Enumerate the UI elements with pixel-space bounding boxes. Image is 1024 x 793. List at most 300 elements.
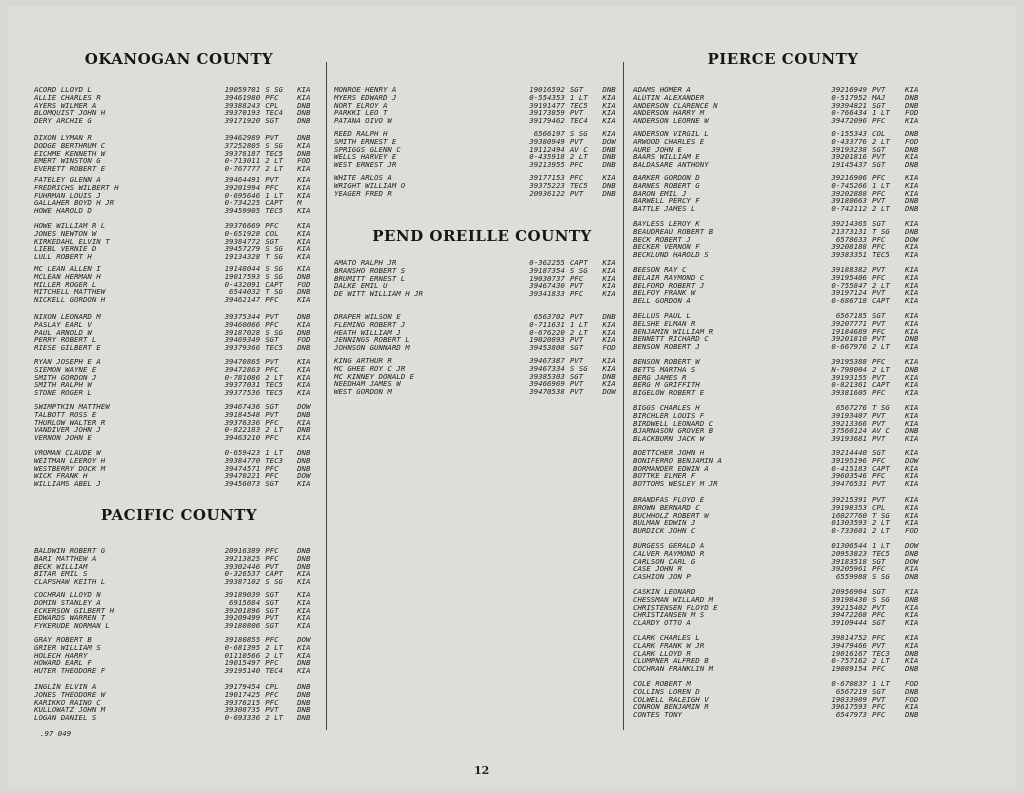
soldier-name: ALLIE CHARLES R (34, 93, 101, 102)
status-code: KIA (297, 295, 311, 305)
soldier-name: GALLAHER BOYD H JR (34, 199, 115, 208)
serial-number: 39461980 (224, 92, 261, 102)
casualty-entry (34, 344, 324, 352)
rank: PFC (265, 697, 279, 707)
soldier-name: BARI MATTHEW A (34, 554, 97, 563)
casualty-entry (34, 288, 324, 296)
status-code: KIA (905, 152, 919, 162)
serial-number: 0-155343 (831, 129, 867, 138)
soldier-name: BARON EMIL J (633, 189, 687, 198)
soldier-name: JONES THEODORE W (34, 690, 106, 699)
casualty-entry (633, 465, 933, 473)
soldier-name: STONE ROGER L (34, 389, 92, 397)
entry-group (34, 176, 324, 215)
status-code: DNB (602, 371, 616, 381)
soldier-name: MITCHELL MATTHEW (34, 288, 106, 297)
serial-number: 39180855 (224, 635, 261, 644)
status-code: KIA (297, 228, 311, 238)
casualty-entry (34, 230, 324, 238)
status-code: KIA (297, 182, 311, 192)
rank: 2 LT (872, 342, 890, 352)
status-code: KIA (602, 289, 616, 299)
soldier-name: PATANA OIVO W (334, 117, 392, 125)
county-heading: OKANOGAN COUNTY (84, 50, 274, 68)
rank: PFC (265, 433, 279, 443)
casualty-entry (34, 109, 324, 117)
status-code: DNB (602, 180, 616, 190)
rank: SGT (872, 311, 886, 320)
status-code: KIA (905, 463, 919, 473)
casualty-entry (633, 412, 933, 420)
status-code: KIA (905, 410, 919, 420)
casualty-entry (633, 680, 933, 688)
serial-number: 19017593 (224, 271, 261, 281)
soldier-name: CLARK FRANK W JR (633, 641, 705, 650)
rank: TEC5 (265, 148, 283, 158)
county-heading: PIERCE COUNTY (707, 50, 859, 68)
rank: PVT (569, 379, 584, 389)
status-code: DNB (297, 658, 311, 668)
casualty-entry (633, 86, 933, 94)
status-code: KIA (905, 518, 919, 528)
soldier-name: GRIER WILLIAM S (34, 643, 101, 652)
serial-number: 6567219 (835, 686, 867, 696)
serial-number: 6559988 (835, 572, 867, 582)
soldier-name: COCHRAN FRANKLIN M (633, 665, 714, 673)
rank: PFC (872, 242, 886, 252)
status-code: KIA (905, 342, 919, 352)
status-code: KIA (602, 356, 616, 365)
rank: PVT (872, 372, 886, 382)
entry-group (34, 134, 324, 173)
rank: PFC (265, 417, 279, 427)
status-code: DNB (905, 686, 919, 696)
rank: CPL (872, 502, 886, 512)
soldier-name: BJARNASON GROVER B (633, 427, 714, 436)
casualty-entry (34, 472, 324, 480)
status-code: DOW (905, 455, 919, 465)
rank: PVT (569, 312, 584, 321)
status-code: KIA (905, 318, 919, 328)
status-code: KIA (602, 379, 616, 389)
serial-number: 39456073 (224, 479, 261, 489)
status-code: DNB (297, 108, 311, 118)
serial-number: 6915684 (229, 597, 261, 607)
status-code: KIA (602, 335, 616, 345)
status-code: KIA (297, 372, 311, 382)
casualty-entry (334, 267, 630, 275)
rank: PVT (569, 356, 584, 365)
casualty-entry (34, 578, 324, 586)
rank: CAPT (265, 198, 283, 208)
rank: PVT (569, 335, 584, 345)
serial-number: 39205961 (831, 564, 867, 574)
casualty-entry (34, 176, 324, 184)
status-code: KIA (905, 418, 919, 428)
serial-number: 39198430 (831, 594, 867, 604)
rank: PFC (265, 92, 279, 102)
soldier-name: CONTES TONY (633, 711, 682, 719)
status-code: DOW (297, 471, 311, 481)
casualty-entry (633, 619, 933, 627)
serial-number: 0-667976 (831, 342, 867, 352)
status-code: KIA (905, 380, 919, 390)
status-code: KIA (602, 100, 616, 110)
soldier-name: DALKE EMIL U (334, 282, 388, 291)
rank: AV C (872, 426, 890, 436)
casualty-entry (34, 622, 324, 630)
soldier-name: PASLAY EARL V (34, 320, 92, 329)
serial-number: 39464491 (224, 175, 261, 184)
rank: COL (872, 129, 886, 138)
soldier-name: CHRISTIANSEN M S (633, 611, 705, 620)
serial-number: 39376187 (224, 148, 261, 158)
status-code: KIA (905, 372, 919, 382)
serial-number: 19145437 (831, 160, 867, 170)
serial-number: 19033989 (831, 694, 867, 704)
serial-number: 19016167 (831, 648, 867, 658)
rank: 1 LT (265, 448, 283, 457)
serial-number: 39467387 (529, 356, 565, 365)
status-code: KIA (602, 363, 616, 373)
soldier-name: WEITMAN LEEROY H (34, 456, 106, 465)
rank: PFC (872, 326, 886, 336)
casualty-entry (34, 457, 324, 465)
casualty-entry (34, 329, 324, 337)
soldier-name: AMATO RALPH JR (334, 259, 397, 267)
status-code: KIA (905, 296, 919, 306)
soldier-name: KING ARTHUR R (334, 357, 392, 365)
status-code: KIA (905, 618, 919, 628)
rank: SGT (569, 371, 584, 381)
status-code: KIA (905, 610, 919, 620)
serial-number: 39213955 (529, 160, 565, 170)
status-code: KIA (297, 597, 311, 607)
status-code: DNB (905, 160, 919, 170)
soldier-name: WHITE ARLOS A (334, 174, 392, 182)
serial-number: 39180806 (224, 621, 261, 631)
serial-number: 0-670837 (831, 679, 867, 688)
rank: TEC5 (265, 380, 283, 390)
rank: S SG (265, 577, 283, 587)
status-code: KIA (905, 357, 919, 366)
entry-group (34, 636, 324, 675)
serial-number: 39184548 (224, 409, 261, 419)
entry-group (34, 222, 324, 261)
rank: PVT (265, 561, 279, 571)
serial-number: 0-781086 (224, 372, 261, 382)
soldier-name: WELLS HARVEY E (334, 153, 397, 162)
serial-number: 39462989 (224, 133, 261, 142)
rank: 2 LT (265, 372, 283, 382)
casualty-entry (34, 691, 324, 699)
serial-number: 0-734225 (224, 198, 261, 208)
soldier-name: HOWARD EARL F (34, 659, 92, 668)
soldier-name: COLE ROBERT M (633, 680, 691, 688)
status-code: FOD (297, 335, 311, 345)
serial-number: 19184689 (831, 326, 867, 336)
casualty-entry (633, 449, 933, 457)
serial-number: 39201816 (831, 152, 867, 162)
rank: PVT (872, 495, 886, 504)
soldier-name: SMITH GORDON J (34, 373, 97, 382)
rank: 2 LT (872, 280, 890, 290)
casualty-entry (34, 599, 324, 607)
casualty-entry (334, 275, 630, 283)
soldier-name: BAARS WILLIAM E (633, 153, 700, 162)
soldier-name: CALVER RAYMOND R (633, 549, 705, 558)
soldier-name: CLARK CHARLES L (633, 634, 700, 642)
soldier-name: MONROE HENRY A (334, 86, 397, 94)
serial-number: 39379366 (224, 343, 261, 353)
status-code: DNB (602, 85, 616, 94)
serial-number: 39213366 (831, 418, 867, 428)
status-code: FOD (602, 343, 616, 353)
rank: 1 LT (872, 679, 890, 688)
serial-number: 39457279 (224, 244, 261, 254)
soldier-name: ACORD LLOYD L (34, 86, 92, 94)
rank: TEC5 (872, 250, 890, 260)
soldier-name: BERG M GRIFFITH (633, 381, 700, 390)
casualty-entry (34, 607, 324, 615)
casualty-entry (334, 290, 630, 298)
rank: CAPT (872, 463, 890, 473)
casualty-entry (633, 496, 933, 504)
status-code: KIA (905, 434, 919, 444)
rank: S SG (872, 594, 890, 604)
serial-number: 0-742112 (831, 204, 867, 214)
rank: T SG (872, 403, 890, 412)
rank: PVT (872, 152, 886, 162)
rank: SGT (872, 587, 886, 596)
casualty-entry (334, 365, 630, 373)
soldier-name: BALDASARE ANTHONY (633, 161, 709, 169)
serial-number: 39183518 (831, 556, 867, 566)
rank: CAPT (872, 380, 890, 390)
serial-number: 39193155 (831, 372, 867, 382)
status-code: KIA (905, 219, 919, 228)
casualty-entry (34, 94, 324, 102)
soldier-name: PARKKI LEO T (334, 109, 388, 118)
serial-number: 39201896 (224, 605, 261, 615)
soldier-name: JONES NEWTON W (34, 229, 97, 238)
rank: 1 LT (569, 92, 588, 102)
status-code: DNB (297, 697, 311, 707)
serial-number: 0-362255 (529, 258, 565, 267)
rank: T SG (265, 252, 283, 262)
soldier-name: BROWN BERNARD C (633, 503, 700, 512)
status-code: KIA (602, 173, 616, 182)
status-code: KIA (905, 448, 919, 457)
serial-number: 20916389 (224, 546, 261, 555)
soldier-name: BATTLE JAMES L (633, 205, 696, 213)
serial-number: 39459905 (224, 206, 261, 216)
soldier-name: SMITH RALPH W (34, 381, 92, 390)
status-code: KIA (297, 244, 311, 254)
rank: PFC (265, 658, 279, 668)
rank: SGT (872, 160, 886, 170)
rank: SGT (872, 448, 886, 457)
serial-number: 39603546 (831, 471, 867, 481)
status-code: DNB (905, 710, 919, 720)
casualty-entry (34, 714, 324, 722)
rank: S SG (265, 85, 283, 94)
serial-number: 0-745266 (831, 180, 867, 190)
soldier-name: WESTBERRY DOCK M (34, 464, 106, 473)
status-code: KIA (602, 273, 616, 283)
casualty-entry (633, 320, 933, 328)
serial-number: 0-767777 (224, 164, 261, 174)
entry-group (334, 313, 630, 352)
serial-number: 39381605 (831, 388, 867, 398)
status-code: DNB (297, 463, 311, 473)
status-code: KIA (905, 242, 919, 252)
status-code: KIA (297, 85, 311, 94)
serial-number: 39193238 (831, 144, 867, 154)
rank: SGT (872, 618, 886, 628)
status-code: KIA (905, 640, 919, 650)
serial-number: 39476531 (831, 479, 867, 489)
soldier-name: ANDERSON LEORNE W (633, 117, 709, 125)
soldier-name: BELAIR RAYMOND C (633, 273, 705, 282)
status-code: DNB (297, 448, 311, 457)
serial-number: 37252805 (224, 140, 261, 150)
status-code: DNB (297, 148, 311, 158)
rank: PVT (872, 265, 886, 274)
soldier-name: EVERETT ROBERT E (34, 165, 106, 173)
soldier-name: WEST ERNEST JR (334, 161, 397, 169)
casualty-entry (633, 146, 933, 154)
status-code: KIA (297, 252, 311, 262)
soldier-name: BOETTCHER JOHN H (633, 449, 705, 457)
casualty-entry (334, 388, 630, 396)
rank: PVT (265, 409, 279, 419)
status-code: KIA (905, 471, 919, 481)
serial-number: 19020893 (529, 335, 565, 345)
casualty-entry (34, 222, 324, 230)
rank: 2 LT (872, 364, 890, 374)
soldier-name: SPRIGGS GLENN C (334, 145, 401, 154)
status-code: DNB (602, 312, 616, 321)
rank: CAPT (265, 569, 283, 579)
rank: PFC (265, 553, 279, 563)
rank: S SG (265, 271, 283, 281)
casualty-entry (633, 205, 933, 213)
soldier-name: CLUMPNER ALFRED B (633, 657, 709, 666)
serial-number: 39216949 (831, 85, 867, 94)
casualty-entry (633, 236, 933, 244)
rank: S SG (569, 265, 588, 275)
status-code: KIA (905, 250, 919, 260)
rank: TEC4 (265, 108, 283, 118)
soldier-name: BURDICK JOHN C (633, 527, 696, 535)
status-code: KIA (905, 173, 919, 182)
soldier-name: CASHION JON P (633, 573, 691, 581)
casualty-entry (34, 358, 324, 366)
rank: PVT (569, 108, 584, 118)
rank: SGT (265, 335, 279, 345)
rank: PFC (569, 173, 584, 182)
rank: 1 LT (872, 108, 890, 118)
rank: PFC (872, 116, 886, 126)
serial-number: 19112494 (529, 144, 565, 154)
status-code: DNB (602, 160, 616, 170)
rank: T SG (265, 287, 283, 297)
rank: PFC (265, 295, 279, 305)
entry-group (633, 542, 933, 581)
casualty-entry (34, 86, 324, 94)
soldier-name: BECK WILLIAM (34, 562, 88, 571)
rank: PVT (265, 705, 279, 715)
soldier-name: DERY ARCHIE G (34, 117, 92, 125)
soldier-name: BLACKBURN JACK W (633, 435, 705, 443)
status-code: KIA (905, 280, 919, 290)
casualty-entry (633, 109, 933, 117)
casualty-entry (334, 130, 630, 138)
status-code: KIA (905, 272, 919, 282)
entry-group (633, 680, 933, 719)
soldier-name: HEATH WILLIAM J (334, 328, 401, 337)
rank: PVT (569, 281, 584, 291)
entry-group (633, 496, 933, 535)
soldier-name: ANDERSON VIRGIL L (633, 130, 709, 138)
rank: 2 LT (265, 713, 283, 723)
soldier-name: TALBOTT ROSS E (34, 410, 97, 419)
serial-number: 39385303 (529, 371, 565, 381)
entry-group (34, 683, 324, 722)
serial-number: 39201810 (831, 334, 867, 344)
rank: PVT (872, 418, 886, 428)
soldier-name: BULMAN EDWIN J (633, 519, 696, 528)
serial-number: 19059701 (224, 85, 261, 94)
serial-number: 39302446 (224, 561, 261, 571)
soldier-name: BARWELL PERCY F (633, 197, 700, 206)
status-code: KIA (297, 92, 311, 102)
casualty-entry (34, 667, 324, 675)
soldier-name: COLWELL RALEIGH V (633, 695, 709, 704)
soldier-name: BIRCHLER LOUIS F (633, 411, 705, 420)
entry-group (633, 312, 933, 351)
rank: S SG (569, 363, 588, 373)
soldier-name: BAYLESS LEROY K (633, 220, 700, 228)
rank: TEC4 (265, 666, 283, 676)
serial-number: 6578633 (835, 234, 867, 244)
rank: 2 LT (265, 642, 283, 652)
serial-number: 0-693336 (224, 713, 261, 723)
soldier-name: BLOMQUIST JOHN H (34, 109, 106, 118)
serial-number: 39187354 (529, 265, 565, 275)
status-code: DNB (905, 664, 919, 674)
rank: T SG (872, 226, 890, 236)
status-code: DOW (297, 402, 311, 411)
casualty-entry (633, 312, 933, 320)
status-code: KIA (297, 650, 311, 660)
soldier-name: LULL ROBERT H (34, 253, 92, 261)
serial-number: 39193407 (831, 410, 867, 420)
serial-number: 39469349 (224, 335, 261, 345)
serial-number: 39197124 (831, 288, 867, 298)
entry-group (334, 130, 630, 169)
soldier-name: MC KINNEY DONALD E (334, 372, 415, 381)
casualty-entry (633, 251, 933, 259)
rank: PVT (569, 136, 584, 146)
rank: PVT (265, 312, 279, 321)
rank: S SG (265, 140, 283, 150)
status-code: DNB (297, 287, 311, 297)
soldier-name: CHESSMAN WILLARD M (633, 595, 714, 604)
serial-number: 20936122 (529, 188, 565, 198)
serial-number: 19134328 (224, 252, 261, 262)
